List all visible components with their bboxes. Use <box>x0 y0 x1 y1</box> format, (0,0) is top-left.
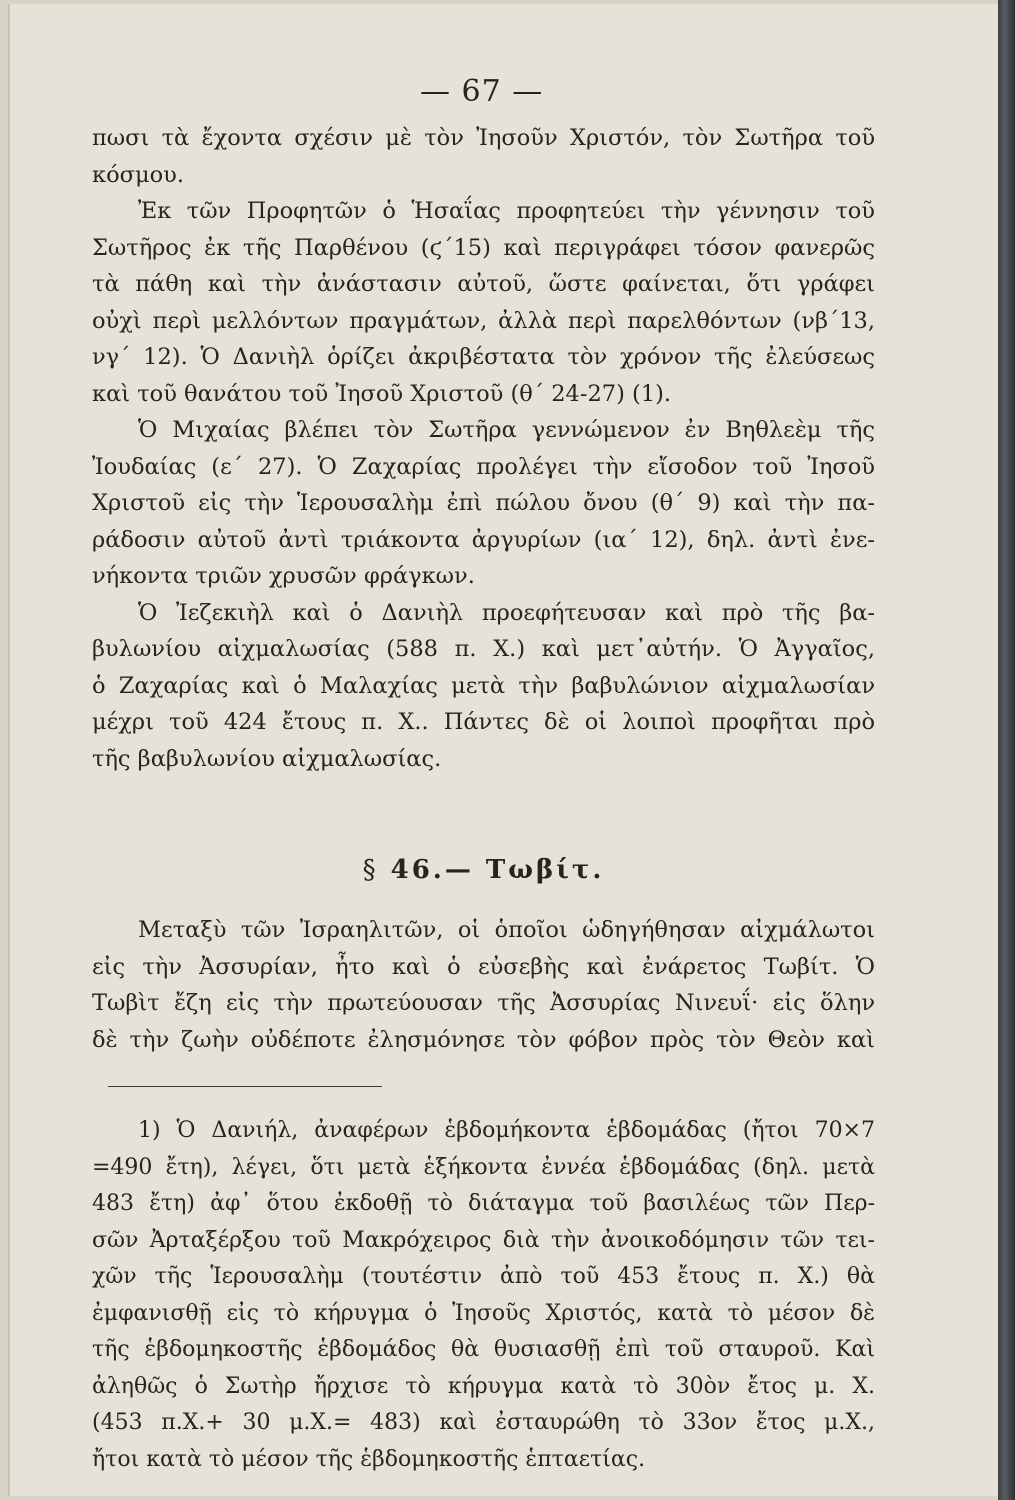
footnote-divider <box>108 1086 382 1087</box>
footnote-line: 483 ἔτη) ἀφ᾽ ὅτου ἐκδοθῇ τὸ διάταγμα τοῦ βασιλέως τῶν Περ- <box>92 1191 875 1216</box>
section-title: Τωβίτ. <box>485 855 605 885</box>
text-line: νγ΄ 12). Ὁ Δανιὴλ ὁρίζει ἀκριβέστατα τὸν χρόνον τῆς ἐλεύσεως <box>92 344 875 370</box>
text-line: οὐχὶ περὶ μελλόντων πραγμάτων, ἀλλὰ περὶ παρελθόντων (νβ΄13, <box>92 307 875 334</box>
scan-edge <box>998 0 1015 1500</box>
text-line: τῆς βαβυλωνίου αἰχμαλωσίας. <box>92 745 442 772</box>
text-line: πωσι τὰ ἔχοντα σχέσιν μὲ τὸν Ἰησοῦν Χριστόν, τὸν Σωτῆρα τοῦ <box>92 125 875 151</box>
text-line: δὲ τὴν ζωὴν οὐδέποτε ἐλησμόνησε τὸν φόβον πρὸς τὸν Θεὸν καὶ <box>92 1026 875 1053</box>
text-line: Μεταξὺ τῶν Ἰσραηλιτῶν, οἱ ὁποῖοι ὡδηγήθησαν αἰχμάλωτοι <box>138 917 875 943</box>
footnote-line: 1) Ὁ Δανιήλ, ἀναφέρων ἑβδομήκοντα ἑβδομάδας (ἤτοι 70×7 <box>138 1118 875 1143</box>
section-dash: — <box>444 855 474 885</box>
footnote-line: =490 ἔτη), λέγει, ὅτι μετὰ ἑξήκοντα ἐννέα ἑβδομάδας (δηλ. μετὰ <box>92 1154 875 1180</box>
text-line: μέχρι τοῦ 424 ἔτους π. Χ.. Πάντες δὲ οἱ λοιποὶ προφῆται πρὸ <box>92 709 875 735</box>
footnote-line: (453 π.Χ.+ 30 μ.Χ.= 483) καὶ ἐσταυρώθη τὸ 33ον ἔτος μ.Χ., <box>92 1410 875 1435</box>
text-line: τὰ πάθη καὶ τὴν ἀνάστασιν αὐτοῦ, ὥστε φαίνεται, ὅτι γράφει <box>92 271 875 297</box>
text-line: Ἐκ τῶν Προφητῶν ὁ Ἡσαΐας προφητεύει τὴν γέννησιν τοῦ <box>138 198 875 224</box>
section-heading <box>92 855 875 885</box>
page-number: — 67 — <box>420 74 544 109</box>
footnote-line: τῆς ἑβδομηκοστῆς ἑβδομάδος θὰ θυσιασθῇ ἐπὶ τοῦ σταυροῦ. Καὶ <box>92 1337 875 1362</box>
text-line: Ἰουδαίας (ε΄ 27). Ὁ Ζαχαρίας προλέγει τὴν εἴσοδον τοῦ Ἰησοῦ <box>92 453 875 480</box>
text-line: Τωβὶτ ἔζη εἰς τὴν πρωτεύουσαν τῆς Ἀσσυρίας Νινευΐ· εἰς ὅλην <box>92 990 875 1016</box>
text-line: καὶ τοῦ θανάτου τοῦ Ἰησοῦ Χριστοῦ (θ΄ 24-27) (1). <box>92 380 672 407</box>
section-number: 46. <box>390 855 445 885</box>
text-line: ὁ Ζαχαρίας καὶ ὁ Μαλαχίας μετὰ τὴν βαβυλώνιον αἰχμαλωσίαν <box>92 672 875 699</box>
text-line: Ὁ Ἰεζεκιὴλ καὶ ὁ Δανιὴλ προεφήτευσαν καὶ πρὸ τῆς βα- <box>138 599 875 626</box>
footnote-line: σῶν Ἀρταξέρξου τοῦ Μακρόχειρος διὰ τὴν ἀνοικοδόμησιν τῶν τει- <box>92 1227 875 1253</box>
text-line: ράδοσιν αὐτοῦ ἀντὶ τριάκοντα ἀργυρίων (ια΄ 12), δηλ. ἀντὶ ἐνε- <box>92 526 875 553</box>
footnote-line: ἐμφανισθῇ εἰς τὸ κήρυγμα ὁ Ἰησοῦς Χριστός, κατὰ τὸ μέσον δὲ <box>92 1300 875 1326</box>
text-line: Χριστοῦ εἰς τὴν Ἱερουσαλὴμ ἐπὶ πώλου ὄνου (θ΄ 9) καὶ τὴν πα- <box>92 490 875 516</box>
section-symbol: § <box>362 855 379 885</box>
text-line: κόσμου. <box>92 161 184 188</box>
footnote <box>92 1112 875 1477</box>
main-text <box>92 120 875 777</box>
text-line: νήκοντα τριῶν χρυσῶν φράγκων. <box>92 563 475 589</box>
text-line: βυλωνίου αἰχμαλωσίας (588 π. Χ.) καὶ μετ᾽αὐτήν. Ὁ Ἀγγαῖος, <box>92 636 875 662</box>
text-line: Σωτῆρος ἐκ τῆς Παρθένου (ϛ΄15) καὶ περιγράφει τόσον φανερῶς <box>92 234 875 261</box>
footnote-line: ἀληθῶς ὁ Σωτὴρ ἤρχισε τὸ κήρυγμα κατὰ τὸ 30ὸν ἔτος μ. Χ. <box>92 1373 875 1399</box>
text-line: Ὁ Μιχαίας βλέπει τὸν Σωτῆρα γεννώμενον ἐν Βηθλεὲμ τῆς <box>138 417 875 443</box>
footnote-line: χῶν τῆς Ἱερουσαλὴμ (τουτέστιν ἀπὸ τοῦ 453 ἔτους π. Χ.) θὰ <box>92 1264 875 1289</box>
text-line: εἰς τὴν Ἀσσυρίαν, ἦτο καὶ ὁ εὐσεβὴς καὶ ἐνάρετος Τωβίτ. Ὁ <box>92 953 875 980</box>
section-text <box>92 910 875 1056</box>
footnote-line: ἤτοι κατὰ τὸ μέσον τῆς ἑβδομηκοστῆς ἑπταετίας. <box>92 1446 646 1472</box>
